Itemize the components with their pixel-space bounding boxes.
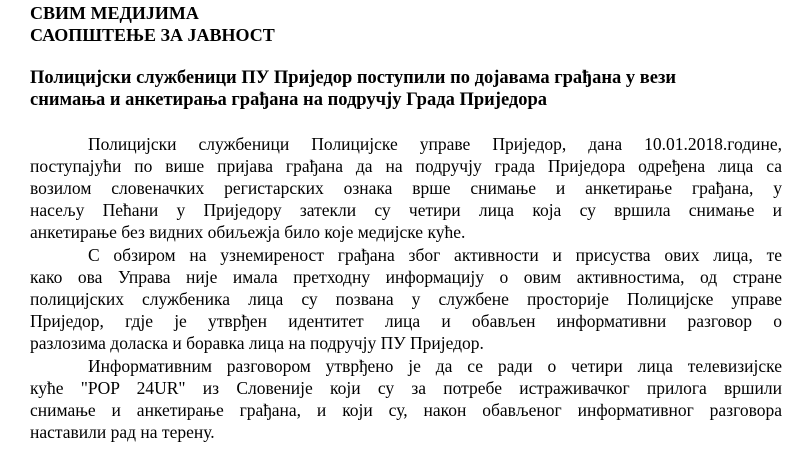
paragraph-2-line-4: Приједор, гдје је утврђен идентитет лица и обављен информативни разговор о	[30, 311, 782, 331]
paragraph-1-line-3: возилом словеначких регистарских ознака врше снимање и анкетирање грађана, у	[30, 178, 782, 198]
paragraph-2-line-1: С обзиром на узнемиреност грађана због активности и присуства ових лица, те	[88, 245, 782, 265]
paragraph-1-line-1: Полицијски службеници Полицијске управе Приједор, дана 10.01.2018.године,	[88, 134, 782, 154]
paragraph-1-line-5: анкетирање без видних обиљежја било које медијске куће.	[30, 222, 466, 242]
document-type-heading: САОПШТЕЊЕ ЗА ЈАВНОСТ	[30, 25, 275, 45]
paragraph-3-line-1: Информативним разговором утврђено је да се ради о четири лица телевизијске	[88, 356, 782, 376]
paragraph-2-line-3: полицијских службеника лица су позвана у службене просторије Полицијске управе	[30, 289, 782, 309]
paragraph-3-line-3: снимање и анкетирање грађана, и који су, након обављеног информативног разговора	[30, 400, 782, 420]
release-title-line-2: снимања и анкетирања грађана на подручју Града Приједора	[30, 90, 548, 110]
addressee-heading: СВИМ МЕДИЈИМА	[30, 3, 199, 23]
paragraph-3-line-2: куће "POP 24UR" из Словеније који су за потребе истраживачког прилога вршили	[30, 378, 782, 398]
release-title-line-1: Полицијски службеници ПУ Приједор поступили по дојавама грађана у вези	[30, 68, 677, 88]
paragraph-3-line-4: наставили рад на терену.	[30, 422, 215, 442]
paragraph-1-line-4: насељу Пећани у Приједору затекли су четири лица која су вршила снимање и	[30, 200, 782, 220]
paragraph-2-line-2: како ова Управа није имала претходну информацију о овим активностима, од стране	[30, 267, 782, 287]
paragraph-1-line-2: поступајући по више пријава грађана да на подручју града Приједора одређена лица са	[30, 156, 782, 176]
paragraph-2-line-5: разлозима доласка и боравка лица на подручју ПУ Приједор.	[30, 333, 484, 353]
